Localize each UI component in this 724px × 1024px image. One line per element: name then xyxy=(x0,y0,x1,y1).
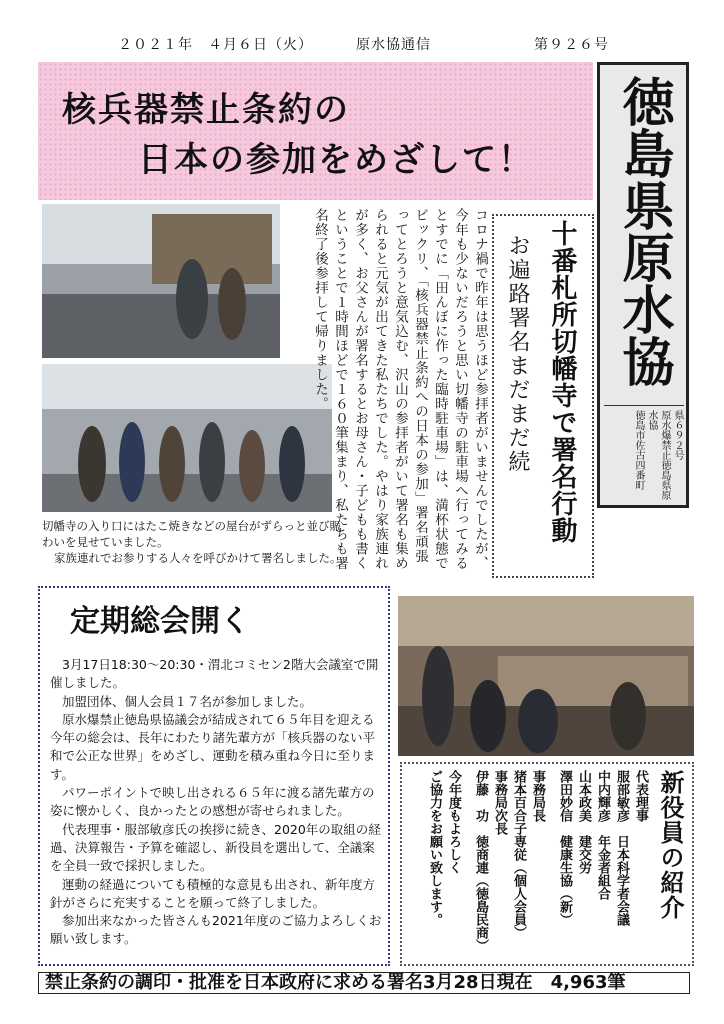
article-headline-box xyxy=(492,214,594,578)
issue-date: ２０２１年 ４月６日（火） xyxy=(118,37,313,53)
meeting-report-box xyxy=(38,586,390,966)
officer-line: 代表理事 xyxy=(633,770,648,822)
meeting-paragraph: 代表理事・服部敏彦氏の挨拶に続き、2020年の取組の経過、決算報告・予算を確認し、新役員を選出して、全議案を全員一致で採択しました。 xyxy=(50,821,381,874)
officers-list xyxy=(425,770,650,958)
closing-line: 今年度もよろしく xyxy=(446,770,461,874)
officer-line: 山本政美 建交労 xyxy=(576,770,591,874)
signature-count-bar: 禁止条約の調印・批准を日本政府に求める署名3月28日現在 4,963筆 xyxy=(38,972,690,994)
photo-temple-entrance-image xyxy=(42,204,280,358)
meeting-paragraph: パワーポイントで映し出される６５年に渡る諸先輩方の姿に懐かしく、良かったとの感想が寄せられました。 xyxy=(50,785,375,819)
meeting-paragraph: 運動の経過についても積極的な意見も出され、新年度方針がさらに充実することを願って終了しました。 xyxy=(50,876,376,910)
officers-box xyxy=(400,762,694,966)
banner-line-2: 日本の参加をめざして！ xyxy=(138,140,534,180)
banner-line-1: 核兵器禁止条約の xyxy=(62,90,350,130)
meeting-title: 定期総会開く xyxy=(70,604,250,639)
photo-general-meeting xyxy=(398,596,694,756)
officer-line: 服部敏彦 日本科学者会議 xyxy=(614,770,629,926)
meeting-paragraph: 加盟団体、個人会員１７名が参加しました。 xyxy=(62,693,313,709)
photo-signature-group xyxy=(42,364,332,512)
article-headline: 十番札所切幡寺で署名行動 xyxy=(547,220,577,544)
caption-1: 切幡寺の入り口にはたこ焼きなどの屋台がずらっと並び賑わいを見せていました。 xyxy=(42,519,341,549)
article-body: コロナ禍で昨年は思うほど参拝者がいませんでしたが、今年も少ないだろうと思い切幡寺の駐車場へ行ってみるとすでに「田んぼに作った臨時駐車場」は、満杯状態でビックリ、「核兵器禁止条約への日本の参加」署名頑張ってとろうと意気込む、沢山の参拝者がいて署名も集められると元気が出てきた私たちでした。やはり家族連れが多く、お父さんが署名するとお母さん・子どもも書くということで１時間ほどで１６０筆集まり、私たちも署名終了後参拝して帰りました。 xyxy=(312,208,488,571)
photo-general-meeting-image xyxy=(398,596,694,756)
meeting-paragraph: 原水爆禁止徳島県協議会が結成されて６５年目を迎える今年の総会は、長年にわたり諸先輩方が「核兵器のない平和で公正な世界」をめざし、運動を積み重ね今日に至ります。 xyxy=(50,711,376,782)
officer-line: 中内輝彦 年金者組合 xyxy=(595,770,610,900)
masthead-info-line: 原水爆禁止徳島県原水協 xyxy=(646,410,670,500)
masthead-info xyxy=(604,405,684,506)
officer-line: 伊藤 功 徳商連（徳島民商） xyxy=(473,770,488,952)
article-subheadline: お遍路署名まだまだ続 xyxy=(505,234,530,474)
officers-title: 新役員の紹介 xyxy=(656,770,684,920)
photo-temple-entrance xyxy=(42,204,280,358)
newsletter-name: 原水協通信 xyxy=(356,37,431,53)
officer-line: 事務局長 xyxy=(530,770,545,822)
meeting-paragraph: 参加出来なかった皆さんも2021年度のご協力よろしくお願い致します。 xyxy=(50,913,382,947)
masthead-info-line: 県６９２号 xyxy=(672,410,683,460)
headline-banner xyxy=(38,62,593,200)
closing-line: ご協力をお願い致します。 xyxy=(427,770,442,926)
meeting-body xyxy=(50,656,382,949)
officer-line: 事務局次長 xyxy=(492,770,507,835)
masthead xyxy=(597,62,689,508)
officer-line: 澤田妙信 健康生協（新） xyxy=(557,770,572,926)
caption-2: 家族連れでお参りする人々を呼びかけて署名しました。 xyxy=(54,551,342,565)
officer-line: 猪本百合子専従（個人会員） xyxy=(511,770,526,939)
masthead-title: 徳島県原水協 xyxy=(613,75,673,387)
meeting-paragraph: 3月17日18:30〜20:30・渭北コミセン2階大会議室で開催しました。 xyxy=(50,657,379,691)
masthead-info-line: 徳島市佐古四番町 xyxy=(633,410,644,490)
issue-number: 第９２６号 xyxy=(534,37,609,53)
photo-signature-group-image xyxy=(42,364,332,512)
